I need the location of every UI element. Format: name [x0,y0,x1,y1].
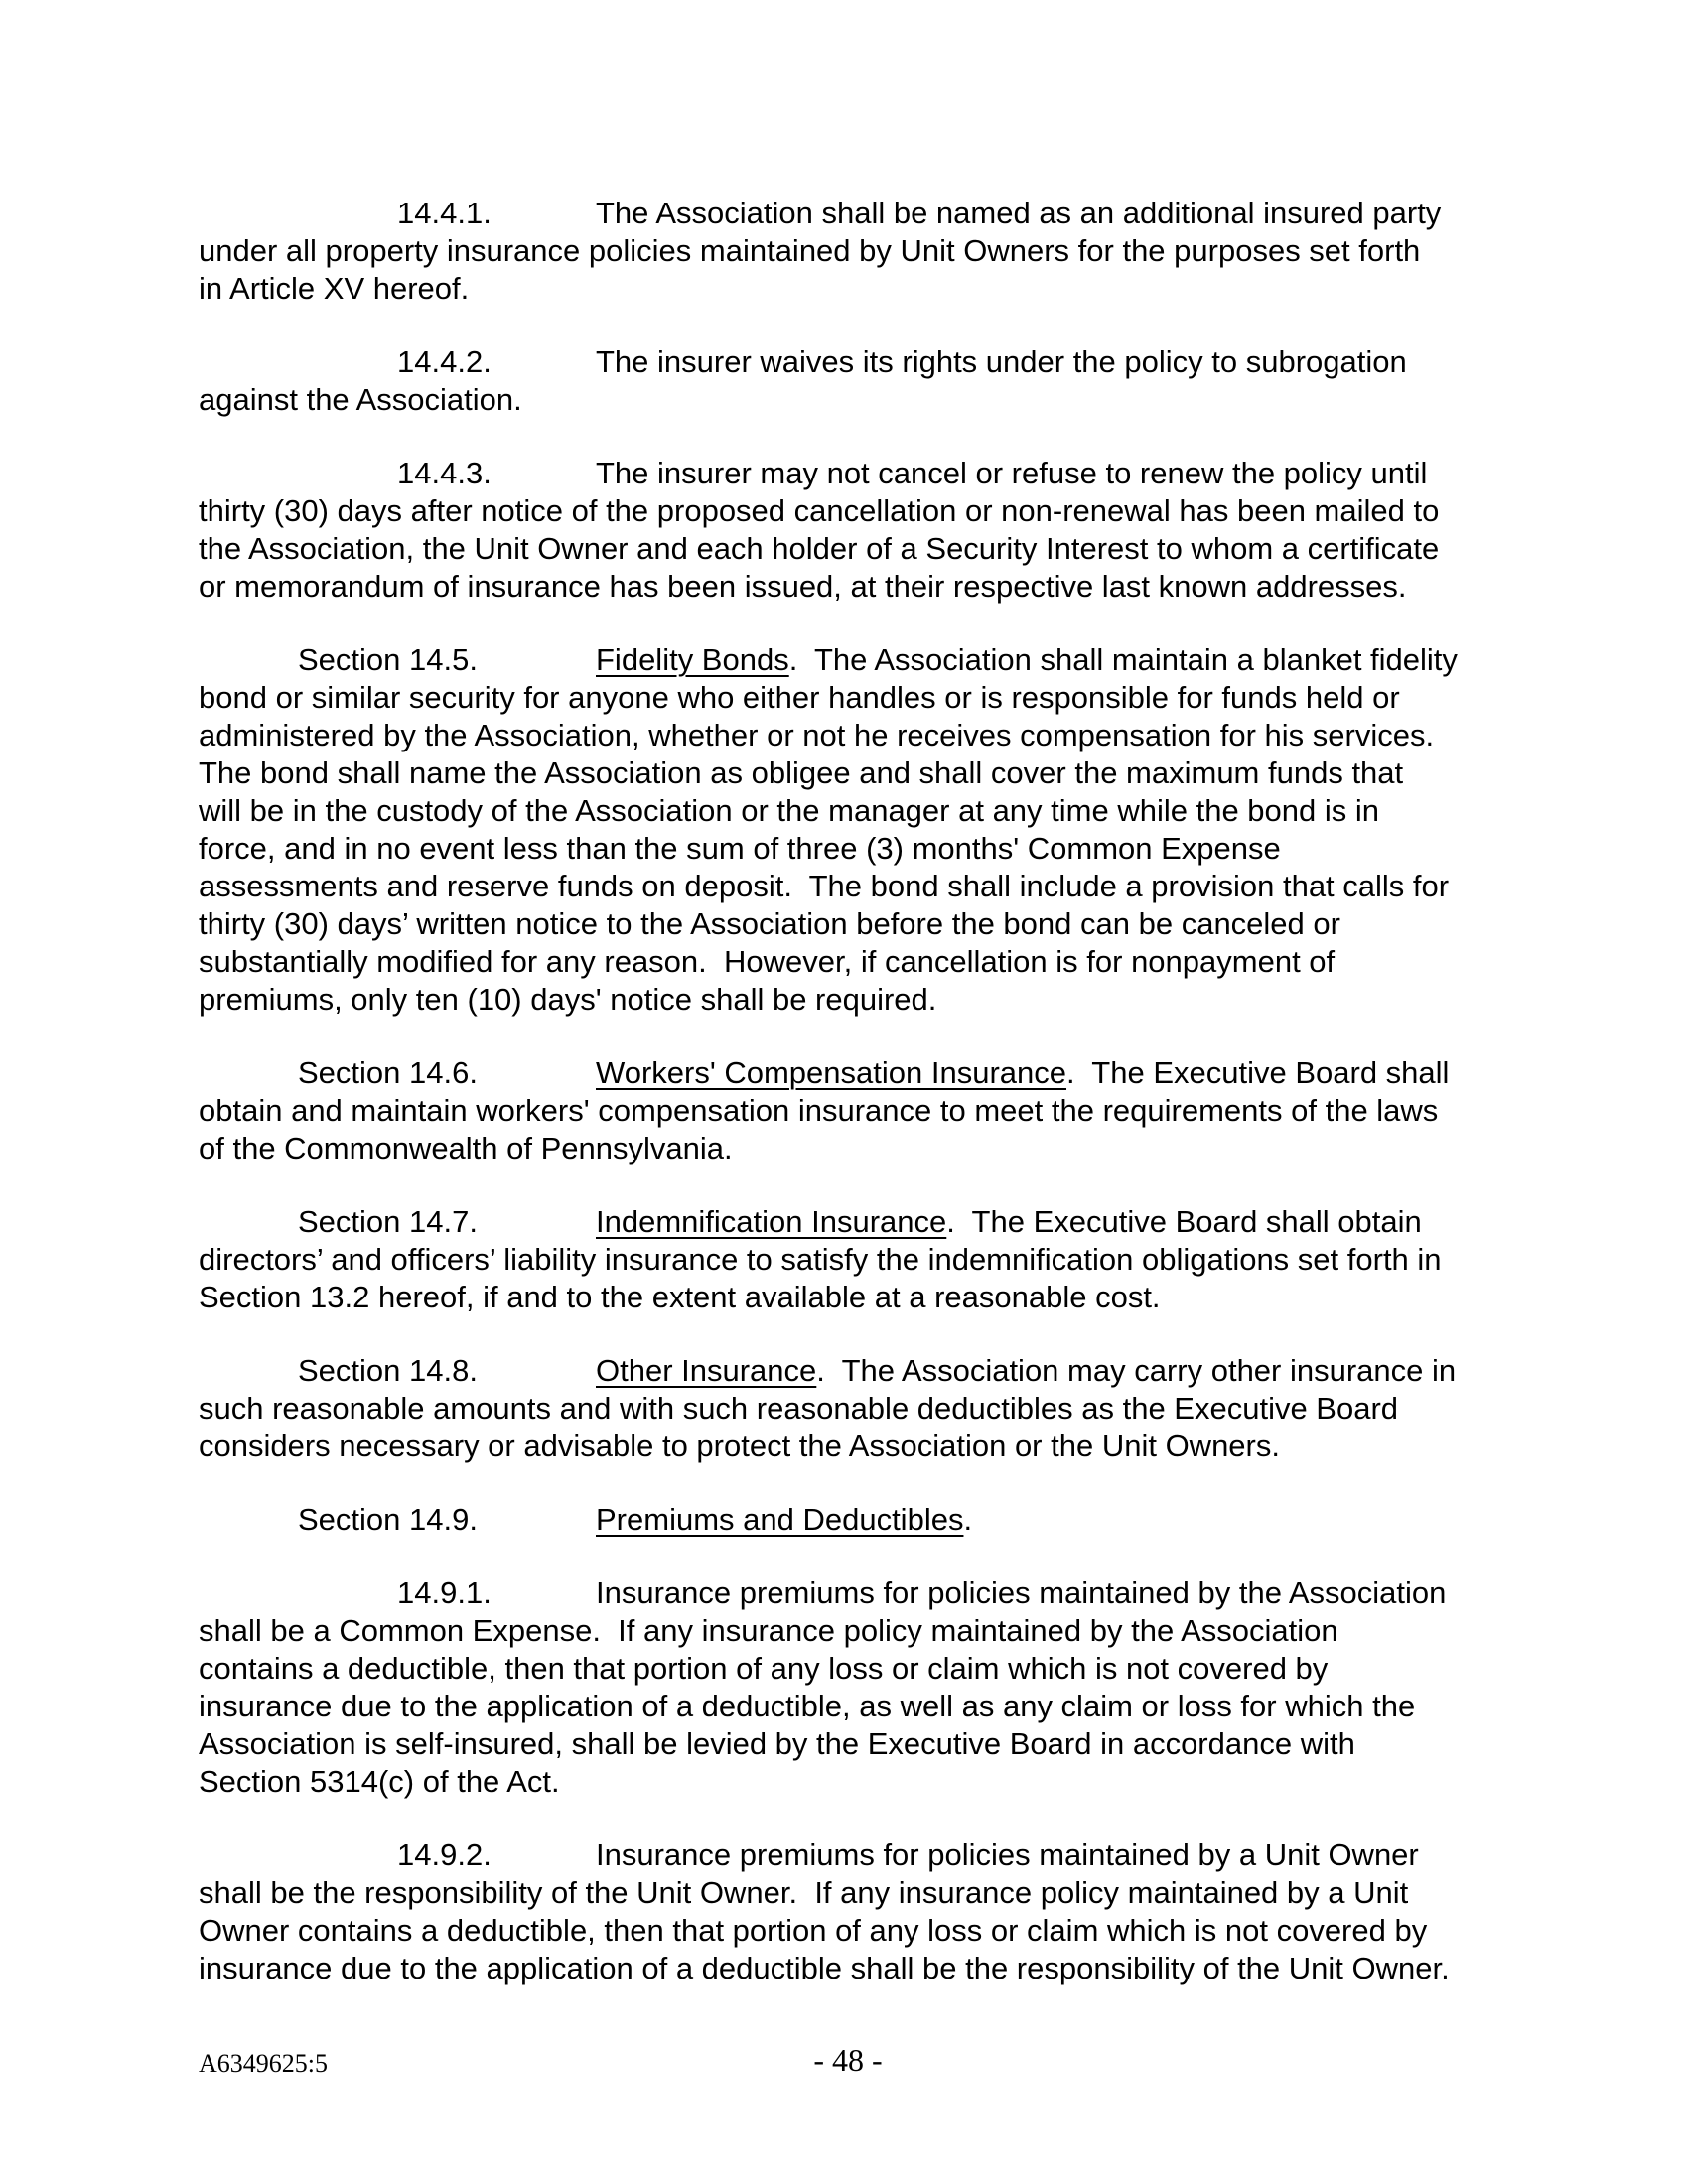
section-label: Section 14.5. [298,642,478,677]
text-line [199,1837,1504,1874]
paragraph-number: 14.4.2. [397,344,492,379]
text-line: shall be the responsibility of the Unit Owner. If any insurance policy maintained by a Unit [199,1875,1409,1910]
numbered-paragraph [199,1837,1504,1987]
section-label: Section 14.8. [298,1353,478,1388]
text-line: thirty (30) days’ written notice to the Association before the bond can be canceled or [199,906,1340,941]
text-line [199,1352,1504,1390]
text-line [199,455,1504,492]
text-line: under all property insurance policies maintained by Unit Owners for the purposes set forth [199,233,1421,268]
text-line: against the Association. [199,382,522,417]
text-line [199,1501,1504,1539]
text-line: contains a deductible, then that portion of any loss or claim which is not covered by [199,1651,1329,1686]
paragraph-first-line-text: Insurance premiums for policies maintained by the Association [596,1575,1447,1610]
numbered-paragraph [199,343,1504,419]
text-line: Section 13.2 hereof, if and to the extent available at a reasonable cost. [199,1280,1161,1314]
section-paragraph [199,641,1504,1019]
text-line: Owner contains a deductible, then that portion of any loss or claim which is not covered by [199,1913,1428,1948]
section-heading: Other Insurance [596,1353,817,1388]
text-line: such reasonable amounts and with such reasonable deductibles as the Executive Board [199,1391,1399,1426]
section-paragraph [199,1054,1504,1167]
paragraph-first-line-text: Insurance premiums for policies maintained by a Unit Owner [596,1838,1419,1872]
paragraph-first-line-text: The Association shall be named as an additional insured party [596,196,1442,230]
section-first-line-text: . The Executive Board shall obtain [946,1204,1422,1239]
paragraph-first-line-text: The insurer waives its rights under the policy to subrogation [596,344,1407,379]
text-line: insurance due to the application of a deductible, as well as any claim or loss for which the [199,1689,1416,1723]
text-line: The bond shall name the Association as obligee and shall cover the maximum funds that [199,755,1404,790]
text-line: thirty (30) days after notice of the proposed cancellation or non-renewal has been mailed to [199,493,1440,528]
text-line: the Association, the Unit Owner and each holder of a Security Interest to whom a certificate [199,531,1440,566]
section-heading: Fidelity Bonds [596,642,789,677]
text-line: will be in the custody of the Association or the manager at any time while the bond is in [199,793,1380,828]
page-footer [199,2041,1497,2085]
paragraph-number: 14.9.1. [397,1575,492,1610]
numbered-paragraph [199,195,1504,308]
text-line [199,1054,1504,1092]
section-heading: Premiums and Deductibles [596,1502,964,1537]
section-label: Section 14.6. [298,1055,478,1090]
document-body [199,195,1504,2023]
text-line: or memorandum of insurance has been issued, at their respective last known addresses. [199,569,1407,604]
paragraph-number: 14.4.1. [397,196,492,230]
numbered-paragraph [199,455,1504,606]
text-line: Section 5314(c) of the Act. [199,1764,560,1799]
section-paragraph [199,1352,1504,1465]
section-label: Section 14.9. [298,1502,478,1537]
text-line: assessments and reserve funds on deposit. The bond shall include a provision that calls for [199,869,1450,903]
paragraph-number: 14.4.3. [397,456,492,490]
section-paragraph [199,1501,1504,1539]
text-line [199,195,1504,232]
text-line: bond or similar security for anyone who either handles or is responsible for funds held or [199,680,1400,715]
section-heading: Indemnification Insurance [596,1204,947,1239]
section-first-line-text: . [963,1502,973,1537]
text-line [199,1203,1504,1241]
text-line: obtain and maintain workers' compensation insurance to meet the requirements of the laws [199,1093,1439,1128]
section-first-line-text: . The Association may carry other insurance in [816,1353,1457,1388]
text-line: Association is self-insured, shall be levied by the Executive Board in accordance with [199,1726,1355,1761]
text-line: administered by the Association, whether or not he receives compensation for his services. [199,718,1435,752]
text-line: of the Commonwealth of Pennsylvania. [199,1131,733,1165]
text-line: directors’ and officers’ liability insurance to satisfy the indemnification obligations set forth in [199,1242,1442,1277]
text-line [199,1574,1504,1612]
paragraph-first-line-text: The insurer may not cancel or refuse to renew the policy until [596,456,1428,490]
section-first-line-text: . The Executive Board shall [1066,1055,1450,1090]
text-line: insurance due to the application of a deductible shall be the responsibility of the Unit Owner. [199,1951,1450,1985]
text-line [199,343,1504,381]
paragraph-number: 14.9.2. [397,1838,492,1872]
section-paragraph [199,1203,1504,1316]
text-line: premiums, only ten (10) days' notice shall be required. [199,982,937,1017]
section-label: Section 14.7. [298,1204,478,1239]
document-id-label: A6349625:5 [199,2049,328,2078]
text-line [199,641,1504,679]
section-heading: Workers' Compensation Insurance [596,1055,1067,1090]
text-line: shall be a Common Expense. If any insurance policy maintained by the Association [199,1613,1338,1648]
numbered-paragraph [199,1574,1504,1801]
text-line: in Article XV hereof. [199,271,470,306]
text-line: force, and in no event less than the sum of three (3) months' Common Expense [199,831,1281,866]
page-number: - 48 - [813,2042,883,2078]
text-line: considers necessary or advisable to protect the Association or the Unit Owners. [199,1429,1280,1463]
section-first-line-text: . The Association shall maintain a blanket fidelity [788,642,1458,677]
text-line: substantially modified for any reason. However, if cancellation is for nonpayment of [199,944,1336,979]
